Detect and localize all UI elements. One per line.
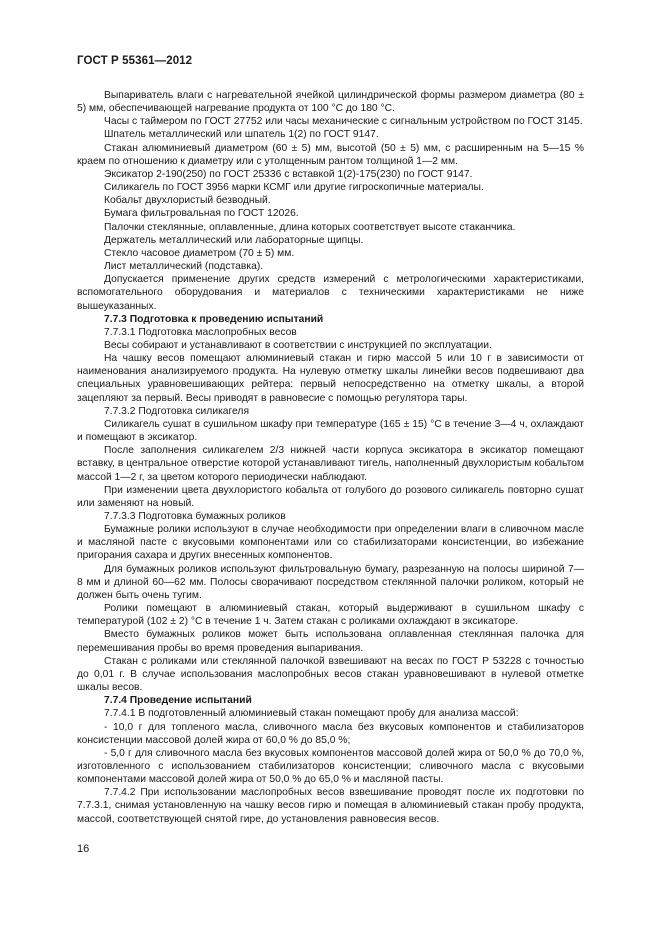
section-heading-7-7-3: 7.7.3 Подготовка к проведению испытаний [104, 313, 324, 325]
list-item-5g: - 5,0 г для сливочного масла без вкусовых компонентов массовой долей жира от 50,0 % до 70,0 %, изготовленного с использованием стабилизаторов консистенции; сливочного масла с вкусовыми компонентами массовой долей жира от 50,0 % до 65,0 % и масляной пасты. [77, 747, 584, 786]
list-item-10g: - 10,0 г для топленого масла, сливочного масла без вкусовых компонентов и стабилизаторов консистенции массовой долей жира от 60,0 % до 85,0 %; [77, 721, 584, 746]
paragraph-cup-weighing: Стакан с роликами или стеклянной палочкой взвешивают на весах по ГОСТ Р 53228 с точностью до 0,01 г. В случае использования маслопробных весов стакан уравновешивают в нулевой отметке шкалы весов. [77, 655, 584, 694]
paragraph-watch-glass: Стекло часовое диаметром (70 ± 5) мм. [104, 247, 295, 259]
subsection-heading-7-7-3-1: 7.7.3.1 Подготовка маслопробных весов [104, 326, 297, 338]
paragraph-silica-drying: Силикагель сушат в сушильном шкафу при температуре (165 ± 15) °С в течение 3—4 ч, охлаждают и помещают в эксикатор. [77, 418, 584, 444]
paragraph-metal-sheet: Лист металлический (подставка). [104, 261, 264, 273]
paragraph-filter-paper: Бумага фильтровальная по ГОСТ 12026. [104, 208, 299, 220]
paragraph-spatula: Шпатель металлический или шпатель 1(2) по ГОСТ 9147. [104, 129, 379, 141]
paragraph-alternatives: Допускается применение других средств измерений с метрологическими характеристиками, вспомогательного оборудования и материалов с техническими характеристиками не ниже вышеуказанных. [77, 274, 584, 312]
paragraph-silica-gel: Силикагель по ГОСТ 3956 марки КСМГ или другие гигроскопичные материалы. [104, 182, 484, 194]
paragraph-paper-rolls-use: Бумажные ролики используют в случае необходимости при определении влаги в сливочном масле и масляной пасте с вкусовыми компонентами или со стабилизаторами консистенции, во избежание пригорания сахара и других внесенных компонентов. [77, 524, 584, 562]
section-heading-7-7-4: 7.7.4 Проведение испытаний [104, 695, 252, 707]
paragraph-desiccator-filling: После заполнения силикагелем 2/3 нижней части корпуса эксикатора в эксикатор помещают вставку, в центральное отверстие которой устанавливают тигель, наполненный двухлористым кобальтом массой 1—2 г, за цветом которого периодически наблюдают. [77, 445, 584, 483]
paragraph-scale-assembly: Весы собирают и устанавливают в соответствии с инструкцией по эксплуатации. [104, 339, 492, 351]
document-body [77, 89, 584, 826]
document-header: ГОСТ Р 55361—2012 [77, 55, 193, 67]
subsection-heading-7-7-3-3: 7.7.3.3 Подготовка бумажных роликов [104, 511, 286, 522]
paragraph-evaporator: Выпариватель влаги с нагревательной ячейкой цилиндрической формы размером диаметра (80 ± 5) мм, обеспечивающей нагревание продукта от 100 °С до 180 °С. [77, 90, 584, 115]
paragraph-scale-setup: На чашку весов помещают алюминиевый стакан и гирю массой 5 или 10 г в зависимости от наименования анализируемого продукта. На нулевую отметку шкалы линейки весов подвешивают два специальных уравновешивающих рейтера: первый непосредственно на отметку шкалы, а второй зацепляют за первый. Весы приводят в равновесие с помощью регулятора тары. [77, 353, 584, 404]
paragraph-7-7-4-1: 7.7.4.1 В подготовленный алюминиевый стакан помещают пробу для анализа массой: [104, 708, 519, 720]
subsection-heading-7-7-3-2: 7.7.3.2 Подготовка силикагеля [104, 405, 250, 417]
paragraph-7-7-4-2: 7.7.4.2 При использовании маслопробных весов взвешивание проводят после их подготовки по 7.7.3.1, снимая установленную на чашку весов гирю и помещая в алюминиевый стакан пробу продукта, массой, соответствующей снятой гире, до установления равновесия весов. [77, 787, 584, 825]
paragraph-rolls-drying: Ролики помещают в алюминиевый стакан, который выдерживают в сушильном шкафу с температурой (102 ± 2) °С в течение 1 ч. Затем стакан с роликами охлаждают в эксикаторе. [77, 603, 584, 628]
paragraph-cobalt-color: При изменении цвета двухлористого кобальта от голубого до розового силикагель повторно сушат или заменяют на новый. [77, 484, 584, 509]
page-number: 16 [77, 843, 90, 855]
paragraph-desiccator: Эксикатор 2-190(250) по ГОСТ 25336 с вставкой 1(2)-175(230) по ГОСТ 9147. [104, 168, 473, 180]
paragraph-cup: Стакан алюминиевый диаметром (60 ± 5) мм, высотой (50 ± 5) мм, с расширенным на 5—15 % краем по отношению к диаметру или с утолщенным рантом толщиной 1—2 мм. [77, 142, 584, 167]
paragraph-cobalt: Кобальт двухлористый безводный. [104, 195, 271, 207]
paragraph-holder: Держатель металлический или лабораторные щипцы. [104, 234, 364, 246]
paragraph-glass-rods: Палочки стеклянные, оплавленные, длина которых соответствует высоте стаканчика. [104, 221, 516, 233]
paragraph-paper-rolls-making: Для бумажных роликов используют фильтровальную бумагу, разрезанную на полосы шириной 7— 8 мм и длиной 60—62 мм. Полосы сворачивают посредством стеклянной палочки роликом, который не должен быть очень тугим. [77, 563, 584, 601]
paragraph-glass-rod-alternative: Вместо бумажных роликов может быть использована оплавленная стеклянная палочка для перемешивания пробы во время проведения выпаривания. [77, 629, 584, 654]
paragraph-timer: Часы с таймером по ГОСТ 27752 или часы механические с сигнальным устройством по ГОСТ 3145. [104, 116, 583, 128]
